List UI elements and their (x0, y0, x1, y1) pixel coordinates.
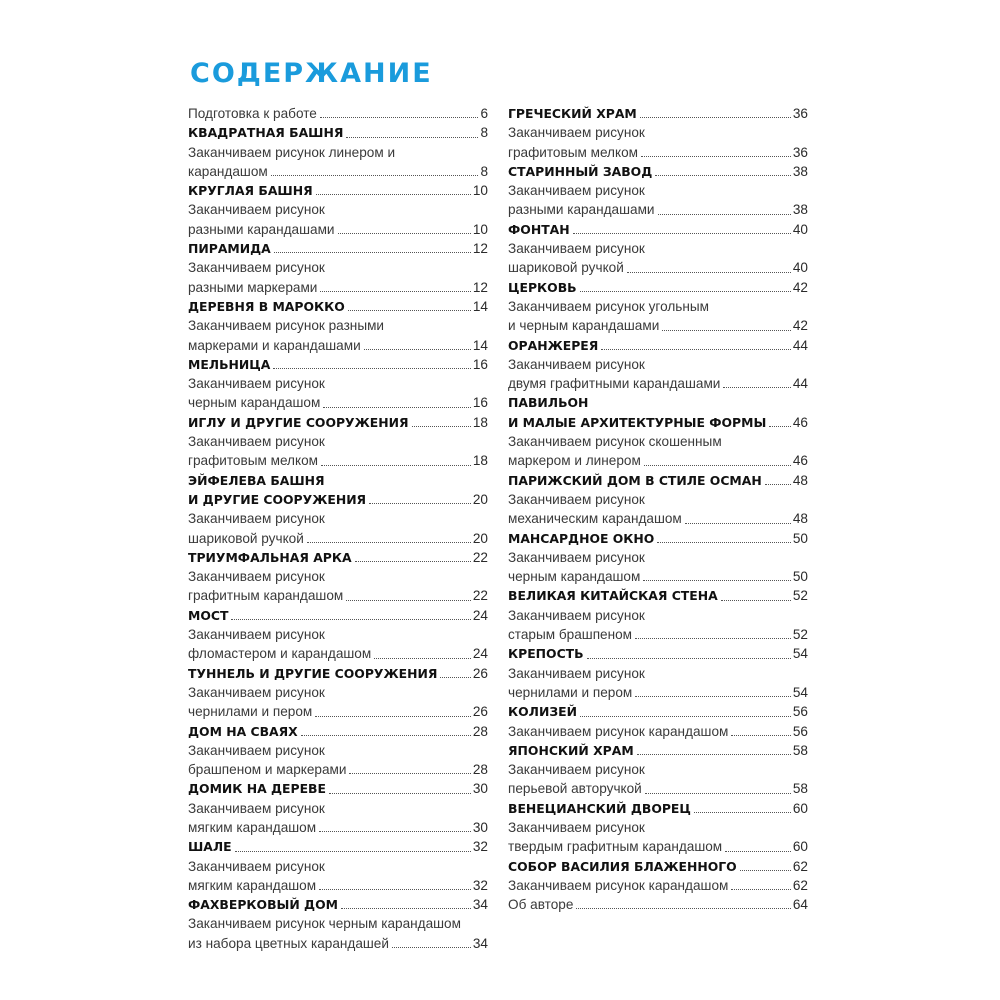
dot-leader (315, 716, 471, 717)
toc-subentry (188, 760, 488, 779)
toc-subentry (508, 181, 808, 200)
toc-entry-text: механическим карандашом (508, 511, 682, 527)
toc-page-number: 48 (792, 472, 808, 488)
toc-entry-text: Заканчиваем рисунок (188, 569, 325, 585)
toc-page-number: 18 (472, 414, 488, 430)
dot-leader (641, 156, 791, 157)
dot-leader (725, 851, 791, 852)
toc-page-number: 12 (472, 241, 488, 257)
toc-entry-text: черным карандашом (188, 395, 321, 411)
dot-leader (645, 793, 791, 794)
dot-leader (319, 889, 471, 890)
toc-entry-text: ПАРИЖСКИЙ ДОМ В СТИЛЕ ОСМАН (508, 472, 762, 488)
toc-subentry (188, 741, 488, 760)
toc-chapter-entry (508, 644, 808, 663)
toc-page-number: 44 (792, 337, 808, 353)
toc-entry-text: разными карандашами (188, 221, 335, 237)
toc-page-number: 50 (792, 530, 808, 546)
dot-leader (346, 137, 478, 138)
toc-subentry (508, 123, 808, 142)
toc-entry-text: КРЕПОСТЬ (508, 646, 584, 662)
toc-entry-text: разными карандашами (508, 202, 655, 218)
toc-entry-text: МЕЛЬНИЦА (188, 356, 271, 372)
toc-entry-text: Заканчиваем рисунок разными (188, 318, 385, 334)
dot-leader (685, 523, 791, 524)
toc-entry-text: твердым графитным карандашом (508, 839, 723, 855)
toc-subentry (508, 895, 808, 914)
toc-entry-text: графитовым мелком (508, 144, 638, 160)
toc-entry-text: разными маркерами (188, 279, 318, 295)
toc-page-number: 34 (472, 935, 488, 951)
dot-leader (721, 600, 791, 601)
toc-chapter-entry (508, 857, 808, 876)
dot-leader (374, 658, 471, 659)
toc-page-number: 44 (792, 376, 808, 392)
toc-subentry (188, 818, 488, 837)
toc-subentry (188, 393, 488, 412)
toc-entry-text: Заканчиваем рисунок карандашом (508, 877, 729, 893)
toc-entry-text: Заканчиваем рисунок (508, 819, 645, 835)
toc-subentry (508, 258, 808, 277)
toc-entry-text: Заканчиваем рисунок (508, 607, 645, 623)
toc-page-number: 12 (472, 279, 488, 295)
toc-entry-text: старым брашпеном (508, 627, 633, 643)
dot-leader (392, 947, 471, 948)
toc-chapter-entry (188, 722, 488, 741)
toc-entry-text: ФОНТАН (508, 221, 570, 237)
dot-leader (644, 465, 791, 466)
toc-page-number: 36 (792, 106, 808, 121)
dot-leader (655, 175, 791, 176)
dot-leader (694, 812, 791, 813)
toc-subentry (188, 432, 488, 451)
toc-subentry (188, 702, 488, 721)
toc-page-number: 54 (792, 646, 808, 662)
toc-page-number: 16 (472, 395, 488, 411)
toc-entry-text: КОЛИЗЕЙ (508, 704, 577, 720)
toc-subentry (508, 876, 808, 895)
toc-page-number: 22 (472, 588, 488, 604)
toc-entry-text: маркерами и карандашами (188, 337, 361, 353)
toc-subentry (508, 548, 808, 567)
toc-entry-text: Заканчиваем рисунок (188, 627, 325, 643)
toc-page-number: 20 (472, 491, 488, 507)
dot-leader (635, 638, 791, 639)
toc-entry-text: Заканчиваем рисунок (188, 434, 325, 450)
toc-chapter-entry (508, 413, 808, 432)
toc-page-number: 40 (792, 221, 808, 237)
toc-subentry (188, 799, 488, 818)
toc-entry-text: Заканчиваем рисунок (188, 376, 325, 392)
toc-chapter-entry (508, 529, 808, 548)
dot-leader (271, 175, 479, 176)
toc-subentry (508, 451, 808, 470)
dot-leader (580, 716, 791, 717)
toc-subentry (508, 779, 808, 798)
toc-entry-text: Заканчиваем рисунок (508, 549, 645, 565)
toc-page-number: 26 (472, 704, 488, 720)
toc-chapter-entry (188, 895, 488, 914)
toc-entry-text: Заканчиваем рисунок угольным (508, 298, 709, 314)
toc-entry-text: ЭЙФЕЛЕВА БАШНЯ (188, 472, 325, 488)
toc-page-number: 22 (472, 549, 488, 565)
toc-chapter-entry (508, 162, 808, 181)
dot-leader (627, 272, 791, 273)
dot-leader (731, 889, 791, 890)
toc-entry-text: графитовым мелком (188, 453, 318, 469)
dot-leader (349, 773, 470, 774)
dot-leader (440, 677, 471, 678)
dot-leader (412, 426, 471, 427)
toc-subentry (188, 336, 488, 355)
toc-entry-text: брашпеном и маркерами (188, 762, 347, 778)
toc-entry-text: ПИРАМИДА (188, 241, 271, 257)
toc-entry-text: Заканчиваем рисунок (508, 241, 645, 257)
toc-entry-text: ВЕЛИКАЯ КИТАЙСКАЯ СТЕНА (508, 588, 718, 604)
dot-leader (341, 908, 471, 909)
toc-entry-text: СТАРИННЫЙ ЗАВОД (508, 163, 653, 179)
toc-entry-text: мягким карандашом (188, 877, 317, 893)
toc-subentry (508, 837, 808, 856)
toc-subentry (188, 857, 488, 876)
dot-leader (576, 908, 791, 909)
toc-page-number: 26 (472, 665, 488, 681)
toc-page-number: 54 (792, 684, 808, 700)
dot-leader (323, 407, 471, 408)
toc-subentry (188, 529, 488, 548)
toc-page-number: 24 (472, 607, 488, 623)
toc-entry-text: Заканчиваем рисунок (188, 742, 325, 758)
dot-leader (338, 233, 471, 234)
toc-chapter-entry (188, 490, 488, 509)
toc-chapter-entry (508, 104, 808, 123)
toc-subentry (188, 586, 488, 605)
dot-leader (637, 754, 791, 755)
toc-page-number: 56 (792, 723, 808, 739)
dot-leader (355, 561, 471, 562)
toc-subentry (508, 683, 808, 702)
dot-leader (307, 542, 471, 543)
toc-entry-text: ТУННЕЛЬ И ДРУГИЕ СООРУЖЕНИЯ (188, 665, 438, 681)
dot-leader (662, 330, 791, 331)
dot-leader (640, 117, 791, 118)
dot-leader (319, 831, 471, 832)
toc-chapter-entry (508, 393, 808, 412)
toc-subentry (508, 355, 808, 374)
dot-leader (580, 291, 791, 292)
toc-page-number: 62 (792, 877, 808, 893)
dot-leader (369, 503, 471, 504)
toc-entry-text: МОСТ (188, 607, 229, 623)
toc-entry-text: графитным карандашом (188, 588, 344, 604)
toc-page-number: 20 (472, 530, 488, 546)
dot-leader (321, 465, 471, 466)
dot-leader (316, 194, 471, 195)
toc-subentry (188, 220, 488, 239)
toc-subentry (188, 316, 488, 335)
toc-subentry (508, 239, 808, 258)
toc-page-number: 62 (792, 858, 808, 874)
toc-entry-text: ДЕРЕВНЯ В МАРОККО (188, 298, 345, 314)
toc-entry-text: ДОМИК НА ДЕРЕВЕ (188, 781, 326, 797)
toc-entry-text: из набора цветных карандашей (188, 935, 389, 951)
toc-entry-text: Заканчиваем рисунок (508, 491, 645, 507)
page-title: СОДЕРЖАНИЕ (190, 58, 433, 89)
toc-page-number: 64 (792, 897, 808, 913)
dot-leader (643, 580, 791, 581)
toc-page-number: 60 (792, 839, 808, 855)
toc-entry-text: ИГЛУ И ДРУГИЕ СООРУЖЕНИЯ (188, 414, 409, 430)
toc-chapter-entry (188, 471, 488, 490)
toc-entry-text: шариковой ручкой (508, 260, 624, 276)
dot-leader (740, 870, 791, 871)
toc-subentry (188, 143, 488, 162)
dot-leader (601, 349, 791, 350)
toc-subentry (188, 934, 488, 953)
toc-page-number: 30 (472, 819, 488, 835)
dot-leader (364, 349, 471, 350)
dot-leader (658, 214, 791, 215)
toc-page-number: 34 (472, 897, 488, 913)
toc-entry-text: Заканчиваем рисунок (508, 356, 645, 372)
toc-column-left (188, 104, 488, 953)
toc-chapter-entry (188, 297, 488, 316)
dot-leader (320, 117, 479, 118)
toc-page-number: 8 (480, 163, 488, 179)
toc-entry-text: черным карандашом (508, 569, 641, 585)
toc-chapter-entry (188, 548, 488, 567)
toc-entry-text: перьевой авторучкой (508, 781, 642, 797)
toc-entry-text: КВАДРАТНАЯ БАШНЯ (188, 125, 344, 141)
toc-subentry (508, 722, 808, 741)
toc-page-number: 8 (480, 125, 488, 141)
dot-leader (301, 735, 471, 736)
toc-entry-text: двумя графитными карандашами (508, 376, 721, 392)
dot-leader (346, 600, 471, 601)
toc-page-number: 10 (472, 183, 488, 199)
toc-subentry (188, 509, 488, 528)
toc-page-number: 46 (792, 453, 808, 469)
toc-subentry (188, 258, 488, 277)
toc-page-number: 36 (792, 144, 808, 160)
toc-page-number: 52 (792, 627, 808, 643)
toc-chapter-entry (188, 123, 488, 142)
toc-page-number: 52 (792, 588, 808, 604)
toc-chapter-entry (508, 586, 808, 605)
dot-leader (723, 387, 790, 388)
toc-entry-text: чернилами и пером (508, 684, 633, 700)
toc-page-number: 56 (792, 704, 808, 720)
toc-subentry (508, 374, 808, 393)
toc-subentry (188, 914, 488, 933)
toc-chapter-entry (508, 471, 808, 490)
toc-subentry (508, 143, 808, 162)
dot-leader (231, 619, 470, 620)
dot-leader (657, 542, 791, 543)
dot-leader (765, 484, 791, 485)
toc-entry-text: Заканчиваем рисунок (508, 665, 645, 681)
toc-chapter-entry (508, 741, 808, 760)
toc-entry-text: Заканчиваем рисунок (508, 762, 645, 778)
toc-page-number: 60 (792, 800, 808, 816)
toc-entry-text: Об авторе (508, 897, 574, 913)
toc-subentry (188, 683, 488, 702)
toc-chapter-entry (188, 181, 488, 200)
toc-entry-text: Заканчиваем рисунок (508, 125, 645, 141)
toc-entry-text: ВЕНЕЦИАНСКИЙ ДВОРЕЦ (508, 800, 691, 816)
toc-page-number: 50 (792, 569, 808, 585)
toc-chapter-entry (188, 606, 488, 625)
toc-entry-text: Заканчиваем рисунок (188, 800, 325, 816)
toc-chapter-entry (188, 837, 488, 856)
dot-leader (273, 368, 471, 369)
toc-subentry (188, 374, 488, 393)
toc-entry-text: Заканчиваем рисунок (188, 684, 325, 700)
toc-page-number: 10 (472, 221, 488, 237)
dot-leader (769, 426, 791, 427)
toc-subentry (508, 200, 808, 219)
toc-entry-text: Заканчиваем рисунок (508, 183, 645, 199)
toc-entry-text: ПАВИЛЬОН (508, 395, 589, 411)
toc-subentry (188, 200, 488, 219)
toc-entry-text: Заканчиваем рисунок (188, 260, 325, 276)
toc-subentry (508, 606, 808, 625)
toc-page-number: 16 (472, 356, 488, 372)
toc-chapter-entry (508, 799, 808, 818)
toc-entry-text: шариковой ручкой (188, 530, 304, 546)
toc-subentry (508, 625, 808, 644)
toc-page-number: 48 (792, 511, 808, 527)
toc-entry-text: маркером и линером (508, 453, 641, 469)
toc-entry-text: СОБОР ВАСИЛИЯ БЛАЖЕННОГО (508, 858, 737, 874)
dot-leader (573, 233, 791, 234)
toc-subentry (508, 432, 808, 451)
toc-entry-text: Заканчиваем рисунок карандашом (508, 723, 729, 739)
toc-entry-text: Подготовка к работе (188, 106, 317, 121)
toc-entry-text: И ДРУГИЕ СООРУЖЕНИЯ (188, 491, 367, 507)
toc-subentry (508, 760, 808, 779)
toc-entry-text: ГРЕЧЕСКИЙ ХРАМ (508, 106, 637, 121)
toc-subentry (188, 625, 488, 644)
toc-entry-text: КРУГЛАЯ БАШНЯ (188, 183, 313, 199)
toc-subentry (188, 162, 488, 181)
toc-subentry (188, 644, 488, 663)
toc-entry-text: ДОМ НА СВАЯХ (188, 723, 298, 739)
toc-subentry (188, 451, 488, 470)
dot-leader (274, 252, 471, 253)
toc-page-number: 38 (792, 202, 808, 218)
toc-entry-text: ТРИУМФАЛЬНАЯ АРКА (188, 549, 352, 565)
toc-page-number: 42 (792, 279, 808, 295)
toc-entry-text: МАНСАРДНОЕ ОКНО (508, 530, 655, 546)
dot-leader (329, 793, 471, 794)
toc-page-number: 28 (472, 723, 488, 739)
toc-page-number: 28 (472, 762, 488, 778)
toc-page-number: 32 (472, 877, 488, 893)
toc-entry-text: и черным карандашами (508, 318, 660, 334)
toc-chapter-entry (188, 355, 488, 374)
toc-page-number: 46 (792, 414, 808, 430)
toc-entry-text: ФАХВЕРКОВЫЙ ДОМ (188, 897, 338, 913)
toc-page-number: 18 (472, 453, 488, 469)
toc-page-number: 42 (792, 318, 808, 334)
toc-subentry (188, 876, 488, 895)
toc-entry-text: И МАЛЫЕ АРХИТЕКТУРНЫЕ ФОРМЫ (508, 414, 767, 430)
toc-page-number: 30 (472, 781, 488, 797)
toc-page-number: 58 (792, 742, 808, 758)
toc-chapter-entry (508, 220, 808, 239)
dot-leader (587, 658, 791, 659)
dot-leader (348, 310, 471, 311)
toc-page-number: 58 (792, 781, 808, 797)
toc-entry-text: ЯПОНСКИЙ ХРАМ (508, 742, 634, 758)
toc-entry-text: ОРАНЖЕРЕЯ (508, 337, 599, 353)
toc-entry-text: Заканчиваем рисунок (188, 511, 325, 527)
toc-chapter-entry (508, 336, 808, 355)
toc-page-number: 38 (792, 163, 808, 179)
toc-chapter-entry (188, 413, 488, 432)
toc-entry-text: ЦЕРКОВЬ (508, 279, 577, 295)
toc-entry-text: Заканчиваем рисунок (188, 858, 325, 874)
dot-leader (731, 735, 791, 736)
toc-entry-text: карандашом (188, 163, 268, 179)
toc-page-number: 14 (472, 298, 488, 314)
toc-subentry (508, 490, 808, 509)
toc-chapter-entry (188, 239, 488, 258)
toc-chapter-entry (188, 664, 488, 683)
dot-leader (320, 291, 470, 292)
toc-entry-text: фломастером и карандашом (188, 646, 372, 662)
toc-entry-text: Заканчиваем рисунок линером и (188, 144, 396, 160)
toc-entry-text: мягким карандашом (188, 819, 317, 835)
toc-page-number: 14 (472, 337, 488, 353)
toc-page-number: 40 (792, 260, 808, 276)
toc-subentry (188, 567, 488, 586)
toc-chapter-entry (188, 779, 488, 798)
toc-subentry (508, 818, 808, 837)
toc-entry-text: Заканчиваем рисунок черным карандашом (188, 916, 461, 932)
toc-subentry (188, 278, 488, 297)
toc-entry-text: чернилами и пером (188, 704, 313, 720)
toc-page-number: 6 (480, 106, 488, 121)
toc-chapter-entry (508, 702, 808, 721)
toc-subentry (188, 104, 488, 123)
toc-page-number: 24 (472, 646, 488, 662)
toc-subentry (508, 567, 808, 586)
toc-entry-text: ШАЛЕ (188, 839, 232, 855)
toc-subentry (508, 664, 808, 683)
toc-subentry (508, 316, 808, 335)
toc-column-right (508, 104, 808, 914)
dot-leader (635, 696, 791, 697)
toc-entry-text: Заканчиваем рисунок скошенным (508, 434, 722, 450)
dot-leader (235, 851, 471, 852)
toc-page-number: 32 (472, 839, 488, 855)
toc-subentry (508, 509, 808, 528)
toc-entry-text: Заканчиваем рисунок (188, 202, 325, 218)
toc-chapter-entry (508, 278, 808, 297)
toc-subentry (508, 297, 808, 316)
